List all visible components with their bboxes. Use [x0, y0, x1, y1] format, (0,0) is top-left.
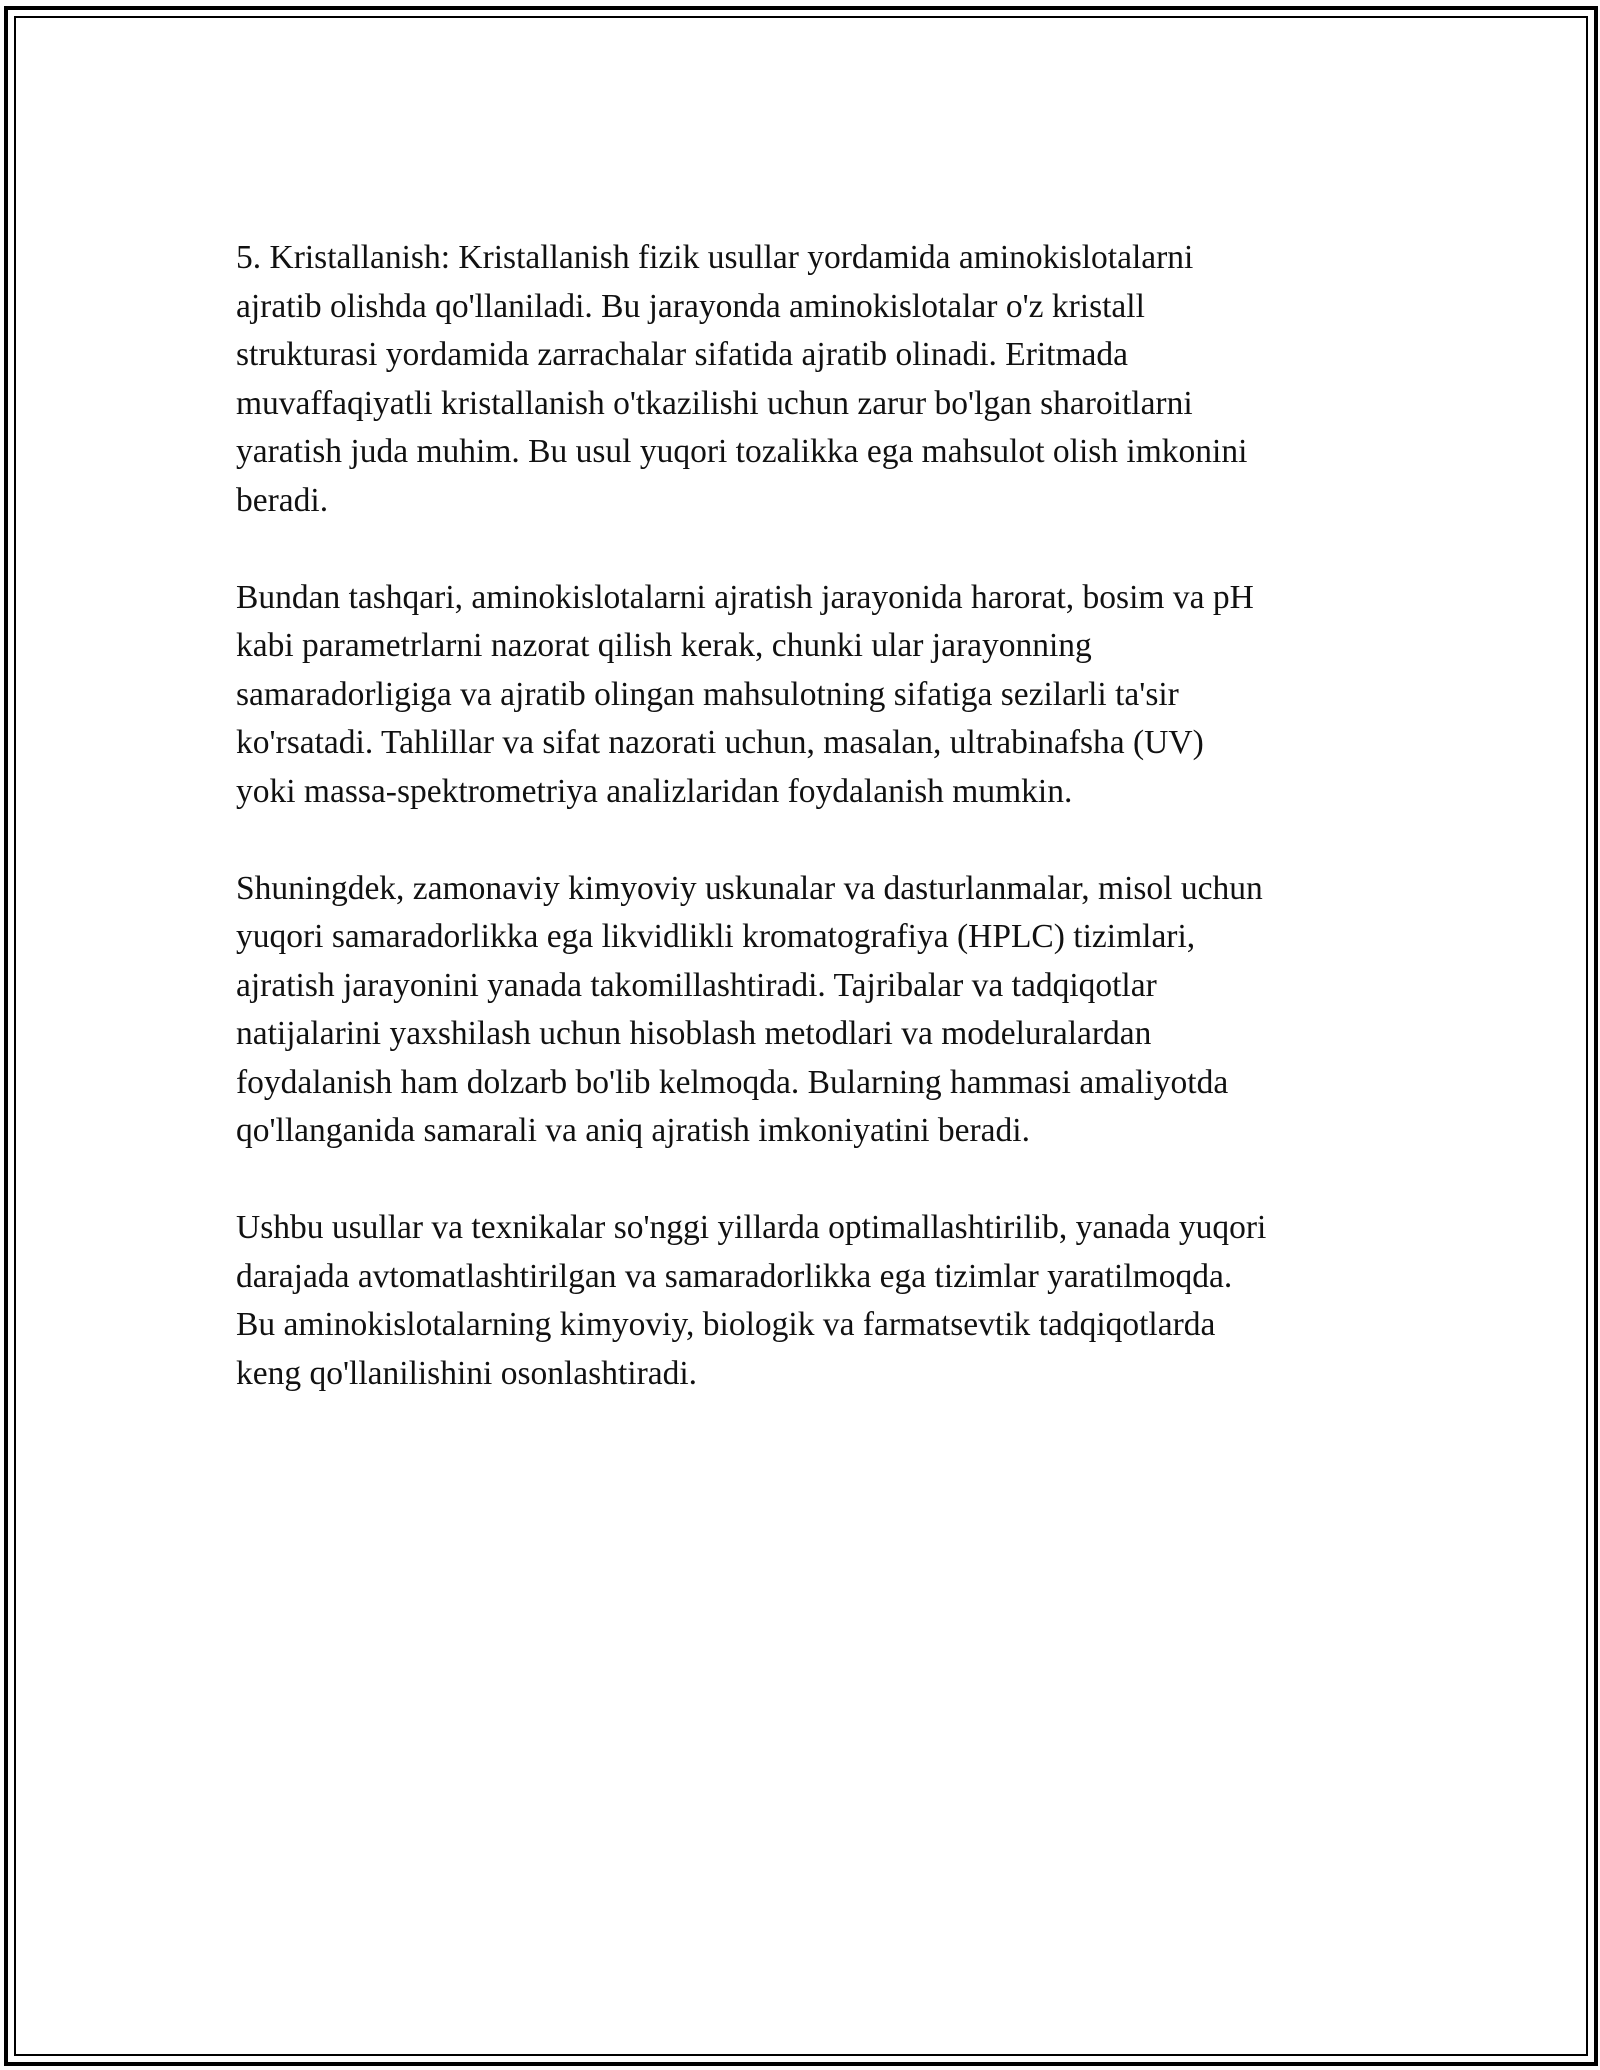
text-line: ko'rsatadi. Tahlillar va sifat nazorati uchun, masalan, ultrabinafsha (UV)	[236, 724, 1204, 761]
text-line: ajratish jarayonini yanada takomillashtiradi. Tajribalar va tadqiqotlar	[236, 966, 1157, 1004]
text-line: strukturasi yordamida zarrachalar sifatida ajratib olinadi. Eritmada	[236, 336, 1129, 373]
text-line: kabi parametrlarni nazorat qilish kerak, chunki ular jarayonning	[236, 627, 1092, 664]
text-line: 5. Kristallanish: Kristallanish fizik usullar yordamida aminokislotalarni	[236, 239, 1194, 276]
text-line: yuqori samaradorlikka ega likvidlikli kromatografiya (HPLC) tizimlari,	[236, 918, 1196, 955]
paragraph-parameters	[236, 574, 1366, 817]
paragraph-crystallization	[236, 234, 1366, 525]
text-line: Bu aminokislotalarning kimyoviy, biologik va farmatsevtik tadqiqotlarda	[236, 1306, 1216, 1343]
text-line: keng qo'llanilishini osonlashtiradi.	[236, 1354, 698, 1392]
text-line: natijalarini yaxshilash uchun hisoblash metodlari va modeluralardan	[236, 1015, 1152, 1052]
text-line: qo'llanganida samarali va aniq ajratish imkoniyatini beradi.	[236, 1112, 1030, 1149]
text-line: darajada avtomatlashtirilgan va samaradorlikka ega tizimlar yaratilmoqda.	[236, 1257, 1233, 1295]
text-line: ajratib olishda qo'llaniladi. Bu jarayonda aminokislotalar o'z kristall	[236, 287, 1145, 325]
text-line: Ushbu usullar va texnikalar so'nggi yillarda optimallashtirilib, yanada yuqori	[236, 1209, 1267, 1246]
paragraph-equipment	[236, 865, 1366, 1156]
text-line: Bundan tashqari, aminokislotalarni ajratish jarayonida harorat, bosim va pH	[236, 578, 1254, 616]
text-line: muvaffaqiyatli kristallanish o'tkazilishi uchun zarur bo'lgan sharoitlarni	[236, 384, 1193, 422]
document-body	[236, 234, 1366, 1447]
text-line: Shuningdek, zamonaviy kimyoviy uskunalar va dasturlanmalar, misol uchun	[236, 869, 1263, 907]
text-line: yoki massa-spektrometriya analizlaridan foydalanish mumkin.	[236, 772, 1073, 810]
paragraph-optimization	[236, 1204, 1366, 1398]
text-line: beradi.	[236, 481, 329, 519]
text-line: yaratish juda muhim. Bu usul yuqori tozalikka ega mahsulot olish imkonini	[236, 433, 1248, 470]
text-line: samaradorligiga va ajratib olingan mahsulotning sifatiga sezilarli ta'sir	[236, 675, 1179, 713]
text-line: foydalanish ham dolzarb bo'lib kelmoqda. Bularning hammasi amaliyotda	[236, 1063, 1229, 1101]
